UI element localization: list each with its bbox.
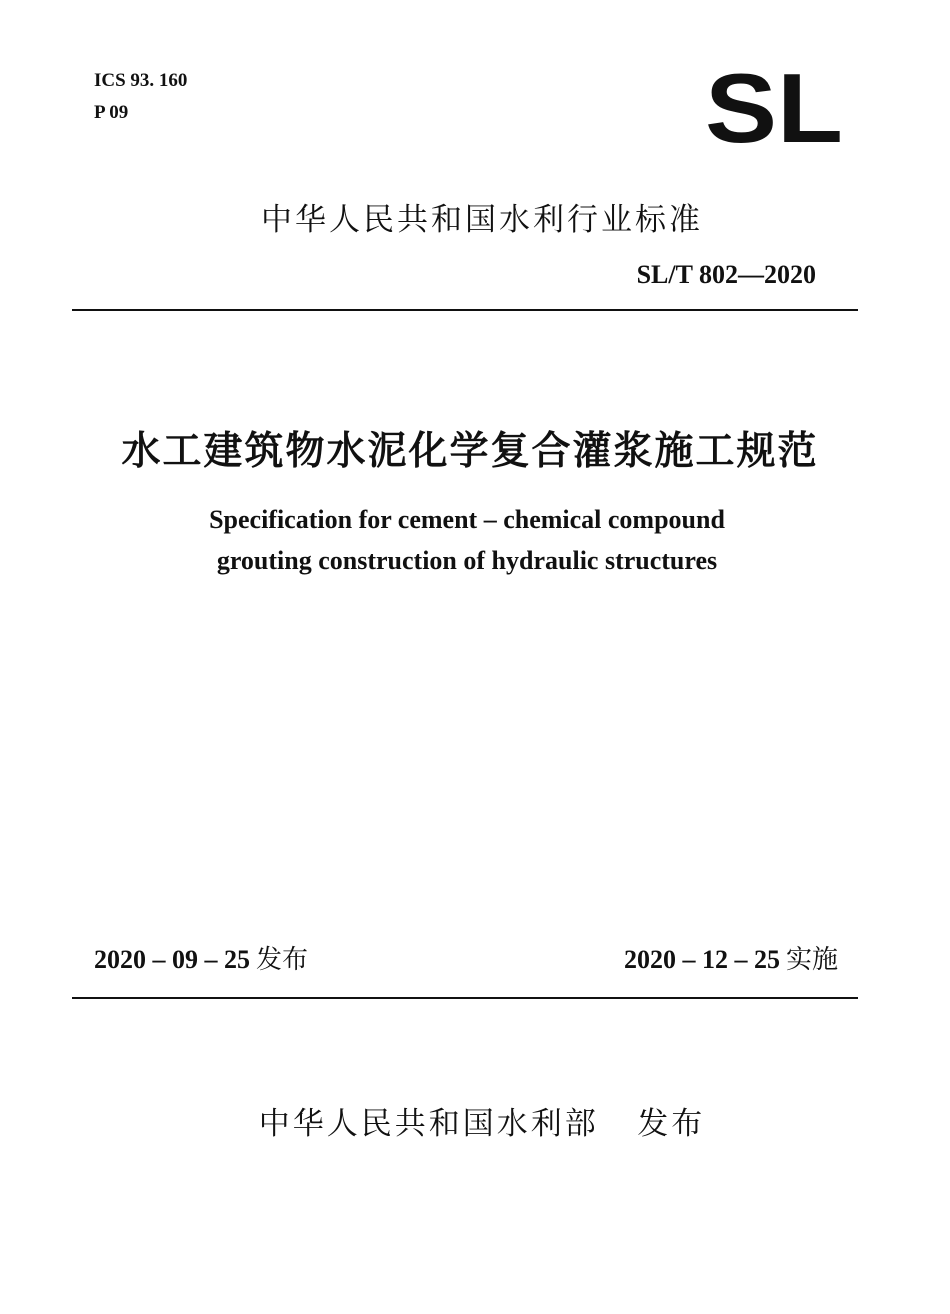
publisher-name: 中华人民共和国水利部 bbox=[258, 1106, 599, 1142]
implementation-date-block bbox=[624, 940, 838, 980]
document-title-english-line-1: Specification for cement – chemical compound bbox=[209, 505, 725, 534]
industry-standard-title: 中华人民共和国水利行业标准 bbox=[261, 202, 703, 238]
issue-date-block bbox=[94, 940, 308, 980]
ccs-code: P 09 bbox=[94, 102, 129, 123]
sl-logo bbox=[704, 70, 844, 146]
publisher-action: 发布 bbox=[637, 1106, 706, 1142]
top-divider bbox=[72, 309, 858, 311]
issue-label: 发布 bbox=[256, 945, 309, 975]
implementation-label: 实施 bbox=[785, 945, 838, 975]
bottom-divider bbox=[72, 997, 858, 999]
issue-date: 2020 – 09 – 25 bbox=[94, 945, 250, 974]
standard-number: SL/T 802—2020 bbox=[636, 260, 816, 289]
sl-logo-text: SL bbox=[705, 70, 843, 146]
implementation-date: 2020 – 12 – 25 bbox=[623, 945, 780, 974]
document-title-english-line-2: grouting construction of hydraulic structures bbox=[216, 546, 718, 575]
document-title-chinese: 水工建筑物水泥化学复合灌浆施工规范 bbox=[121, 429, 819, 474]
sl-logo-graphic bbox=[704, 70, 844, 146]
ics-code: ICS 93. 160 bbox=[94, 70, 188, 91]
publisher-line bbox=[0, 1102, 950, 1146]
